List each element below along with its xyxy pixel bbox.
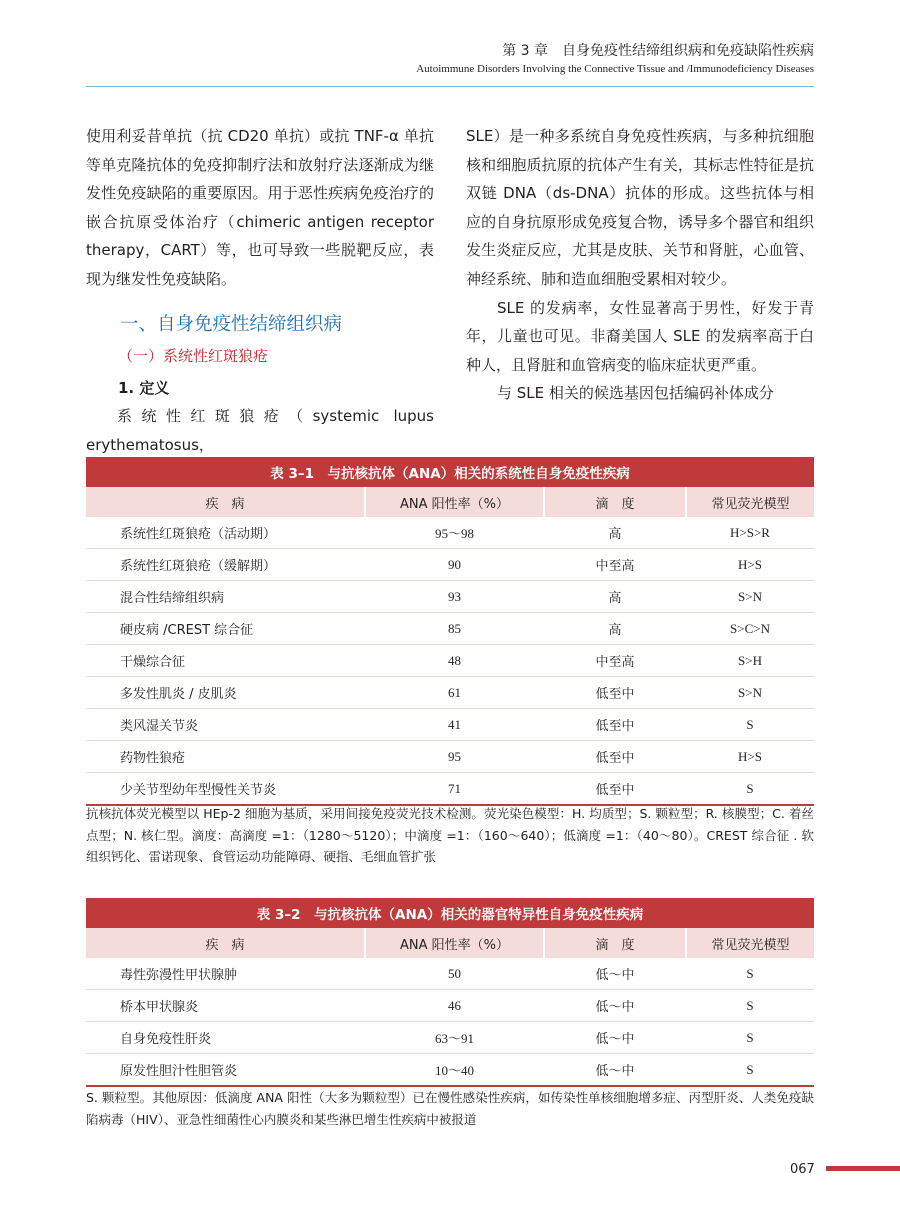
cell-ana-rate: 61 xyxy=(448,684,461,700)
cell-disease: 自身免疫性肝炎 xyxy=(120,1032,212,1047)
cell-disease: 药物性狼疮 xyxy=(120,751,186,766)
table-3-2-note: S. 颗粒型。其他原因：低滴度 ANA 阳性（大多为颗粒型）已在慢性感染性疾病，如传染性单核细胞增多症、丙型肝炎、人类免疫缺陷病毒（HIV）、亚急性细菌性心内膜炎和某些淋巴增生性疾病中被报道 xyxy=(86,1090,814,1127)
cell-ana-rate: 90 xyxy=(448,556,461,572)
cell-pattern: H>S xyxy=(738,556,762,572)
cell-pattern: H>S>R xyxy=(730,524,770,540)
header-rule xyxy=(86,86,814,87)
table-3-1-note: 抗核抗体荧光模型以 HEp-2 细胞为基质，采用间接免疫荧光技术检测。荧光染色模型：H. 均质型；S. 颗粒型；R. 核膜型；C. 着丝点型；N. 核仁型。滴度：高滴度 =1：（1280～5120）；中滴度 =1：（160～640）；低滴度 =1：（40～80）。CREST 综合征 . 软组织钙化、雷诺现象、食管运动功能障碍、硬指、毛细血管扩张 xyxy=(86,806,814,864)
table-title: 表 3–2 与抗核抗体（ANA）相关的器官特异性自身免疫性疾病 xyxy=(86,898,814,928)
table-row xyxy=(86,958,814,990)
cell-titer: 低～中 xyxy=(595,968,635,983)
cell-ana-rate: 71 xyxy=(448,780,461,796)
table-row xyxy=(86,613,814,645)
table-row xyxy=(86,1022,814,1054)
column-header-titer: 滴 度 xyxy=(544,928,686,958)
table-row xyxy=(86,517,814,549)
right-paragraph-1: SLE）是一种多系统自身免疫性疾病，与多种抗细胞核和细胞质抗原的抗体产生有关，其标志性特征是抗双链 DNA（ds-DNA）抗体的形成。这些抗体与相应的自身抗原形成免疫复合物，诱导多个器官和组织发生炎症反应，尤其是皮肤、关节和肾脏，心血管、神经系统、肺和造血细胞受累相对较少。 xyxy=(466,127,814,288)
cell-disease: 毒性弥漫性甲状腺肿 xyxy=(120,968,238,983)
cell-pattern: S>N xyxy=(738,588,762,604)
cell-ana-rate: 95～98 xyxy=(434,526,474,541)
table-title: 表 3–1 与抗核抗体（ANA）相关的系统性自身免疫性疾病 xyxy=(86,457,814,487)
cell-ana-rate: 41 xyxy=(448,716,461,732)
column-header-pattern: 常见荧光模型 xyxy=(686,487,814,517)
page-number-bar xyxy=(826,1166,900,1171)
cell-pattern: S xyxy=(746,1029,754,1045)
cell-disease: 混合性结缔组织病 xyxy=(120,591,225,606)
right-paragraph-3: 与 SLE 相关的候选基因包括编码补体成分 xyxy=(497,384,774,403)
cell-ana-rate: 10～40 xyxy=(434,1063,474,1078)
column-header-pattern: 常见荧光模型 xyxy=(686,928,814,958)
cell-pattern: S>H xyxy=(738,652,762,668)
cell-disease: 多发性肌炎 / 皮肌炎 xyxy=(120,687,237,702)
cell-disease: 少关节型幼年型慢性关节炎 xyxy=(120,783,277,798)
cell-titer: 低至中 xyxy=(595,783,635,798)
cell-titer: 低～中 xyxy=(595,1032,635,1047)
running-header-subtitle: Autoimmune Disorders Involving the Connective Tissue and /Immunodeficiency Diseases xyxy=(416,63,814,75)
left-column-bottom xyxy=(86,402,434,459)
left-column-top xyxy=(86,122,434,294)
table-3-2 xyxy=(86,898,814,1087)
cell-ana-rate: 48 xyxy=(448,652,461,668)
cell-disease: 原发性胆汁性胆管炎 xyxy=(120,1064,238,1079)
column-header-disease: 疾 病 xyxy=(86,928,365,958)
cell-pattern: S xyxy=(746,997,754,1013)
table-row xyxy=(86,581,814,613)
right-paragraph-2: SLE 的发病率，女性显著高于男性，好发于青年，儿童也可见。非裔美国人 SLE 的发病率高于白种人，且肾脏和血管病变的临床症状更严重。 xyxy=(466,298,814,374)
cell-disease: 系统性红斑狼疮（活动期） xyxy=(120,527,277,542)
cell-ana-rate: 95 xyxy=(448,748,461,764)
subsection-heading: （一）系统性红斑狼疮 xyxy=(118,347,269,365)
cell-ana-rate: 63～91 xyxy=(434,1031,474,1046)
section-heading: 一、自身免疫性结缔组织病 xyxy=(120,314,343,335)
cell-titer: 低至中 xyxy=(595,751,635,766)
cell-pattern: S xyxy=(746,1061,754,1077)
cell-ana-rate: 50 xyxy=(448,965,461,981)
column-header-ana-rate: ANA 阳性率（%） xyxy=(365,487,544,517)
cell-titer: 低～中 xyxy=(595,1000,635,1015)
page-number: 067 xyxy=(790,1162,815,1177)
column-header-disease: 疾 病 xyxy=(86,487,365,517)
table-row xyxy=(86,773,814,806)
definition-heading: 1. 定义 xyxy=(118,379,170,397)
cell-pattern: S xyxy=(746,780,754,796)
cell-titer: 低至中 xyxy=(595,719,635,734)
cell-pattern: S>C>N xyxy=(730,620,770,636)
cell-disease: 干燥综合征 xyxy=(120,655,186,670)
cell-titer: 中至高 xyxy=(595,655,635,670)
cell-titer: 高 xyxy=(608,591,622,606)
left-paragraph-1: 使用利妥昔单抗（抗 CD20 单抗）或抗 TNF-α 单抗等单克隆抗体的免疫抑制疗法和放射疗法逐渐成为继发性免疫缺陷的重要原因。用于恶性疾病免疫治疗的嵌合抗原受体治疗（chimeric antigen receptor therapy，CART）等，也可导致一些脱靶反应，表现为继发性免疫缺陷。 xyxy=(86,127,434,288)
cell-titer: 中至高 xyxy=(595,559,635,574)
cell-pattern: S xyxy=(746,965,754,981)
table-row xyxy=(86,1054,814,1087)
cell-ana-rate: 93 xyxy=(448,588,461,604)
table-row xyxy=(86,741,814,773)
cell-titer: 低～中 xyxy=(595,1064,635,1079)
cell-titer: 高 xyxy=(608,527,622,542)
cell-disease: 桥本甲状腺炎 xyxy=(120,1000,199,1015)
left-paragraph-2: 系统性红斑狼疮（systemic lupus erythematosus， xyxy=(86,407,434,454)
cell-disease: 系统性红斑狼疮（缓解期） xyxy=(120,559,277,574)
table-row xyxy=(86,990,814,1022)
running-header-chapter: 第 3 章 自身免疫性结缔组织病和免疫缺陷性疾病 xyxy=(502,43,814,59)
cell-disease: 硬皮病 /CREST 综合征 xyxy=(120,623,254,638)
cell-titer: 高 xyxy=(608,623,622,638)
cell-pattern: S xyxy=(746,716,754,732)
column-header-titer: 滴 度 xyxy=(544,487,686,517)
column-header-ana-rate: ANA 阳性率（%） xyxy=(365,928,544,958)
cell-pattern: H>S xyxy=(738,748,762,764)
right-column xyxy=(466,122,814,408)
table-row xyxy=(86,677,814,709)
cell-ana-rate: 46 xyxy=(448,997,461,1013)
cell-disease: 类风湿关节炎 xyxy=(120,719,199,734)
table-3-1 xyxy=(86,457,814,806)
table-row xyxy=(86,645,814,677)
cell-pattern: S>N xyxy=(738,684,762,700)
table-row xyxy=(86,709,814,741)
table-row xyxy=(86,549,814,581)
cell-titer: 低至中 xyxy=(595,687,635,702)
cell-ana-rate: 85 xyxy=(448,620,461,636)
